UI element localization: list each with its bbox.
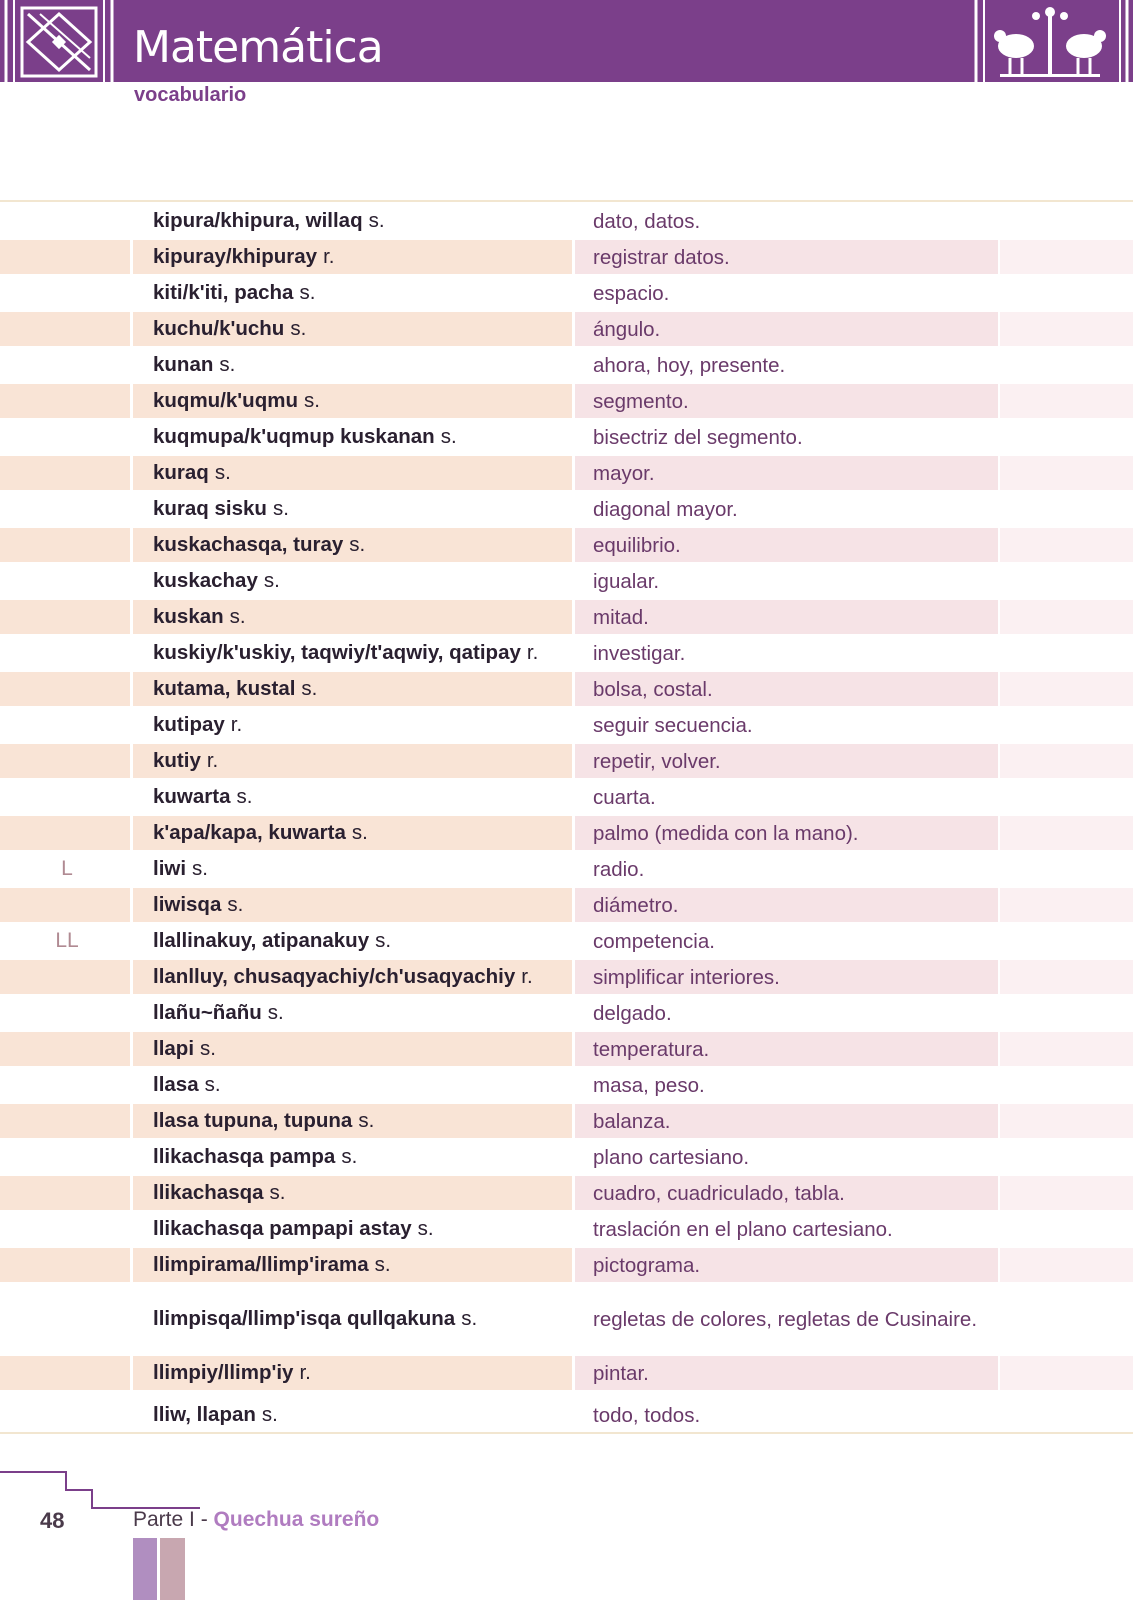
term-cell (153, 347, 573, 383)
definition-cell: todo, todos. (593, 1403, 701, 1427)
definition-cell: dato, datos. (593, 209, 701, 233)
vocabulary-table (0, 203, 1133, 1439)
term-cell (153, 1211, 573, 1247)
index-letter (40, 959, 94, 995)
part-of-speech: s. (341, 1145, 358, 1168)
term-text: kutiy (153, 749, 201, 772)
part-of-speech: r. (323, 245, 335, 268)
index-letter (40, 347, 94, 383)
term-cell (153, 1067, 573, 1103)
page-number: 48 (40, 1508, 65, 1533)
index-letter (40, 563, 94, 599)
definition-cell: pintar. (593, 1361, 649, 1385)
definition-cell: balanza. (593, 1109, 671, 1133)
part-of-speech: r. (299, 1361, 311, 1384)
part-of-speech: s. (261, 1403, 278, 1426)
term-text: kipuray/khipuray (153, 245, 318, 268)
definition-cell: cuadro, cuadriculado, tabla. (593, 1181, 845, 1205)
term-text: kuraq (153, 461, 209, 484)
definition-cell: ángulo. (593, 317, 661, 341)
term-cell (153, 419, 573, 455)
footer-bar-1 (133, 1538, 157, 1600)
table-row (0, 383, 1133, 419)
index-letter (40, 1175, 94, 1211)
table-row (0, 491, 1133, 527)
term-text: kiti/k'iti, pacha (153, 281, 294, 304)
definition-cell: investigar. (593, 641, 686, 665)
part-of-speech: r. (521, 965, 533, 988)
definition-cell: palmo (medida con la mano). (593, 821, 859, 845)
part-of-speech: s. (192, 857, 208, 880)
term-text: llasa (153, 1073, 199, 1096)
term-cell (153, 1283, 573, 1355)
table-row (0, 1103, 1133, 1139)
definition-cell: segmento. (593, 389, 689, 413)
table-row (0, 1283, 1133, 1355)
term-cell (153, 815, 573, 851)
table-row (0, 275, 1133, 311)
index-letter (40, 383, 94, 419)
term-cell (153, 851, 573, 887)
part-of-speech: r. (206, 749, 219, 772)
term-text: kuchu/k'uchu (153, 317, 285, 340)
term-text: liwisqa (153, 893, 222, 916)
term-text: kuskiy/k'uskiy, taqwiy/t'aqwiy, qatipay (153, 641, 521, 664)
term-cell (153, 1031, 573, 1067)
section-subtitle: vocabulario (134, 84, 247, 106)
definition-cell: repetir, volver. (593, 749, 721, 773)
definition-cell: diagonal mayor. (593, 497, 738, 521)
table-row (0, 419, 1133, 455)
part-of-speech: s. (236, 785, 253, 808)
table-row (0, 1175, 1133, 1211)
part-of-speech: s. (351, 821, 368, 844)
table-row (0, 1139, 1133, 1175)
part-of-speech: s. (375, 929, 392, 952)
term-cell (153, 275, 573, 311)
index-letter (40, 203, 94, 239)
part-of-speech: r. (230, 713, 243, 736)
term-text: kuskachay (153, 569, 258, 592)
term-cell (153, 1175, 573, 1211)
table-row (0, 1355, 1133, 1391)
table-row (0, 851, 1133, 887)
term-cell (153, 563, 573, 599)
index-letter (40, 455, 94, 491)
term-text: kuskan (153, 605, 224, 628)
definition-cell: temperatura. (593, 1037, 710, 1061)
table-row (0, 707, 1133, 743)
table-row (0, 815, 1133, 851)
term-cell (153, 959, 573, 995)
term-cell (153, 383, 573, 419)
part-of-speech: s. (204, 1073, 221, 1096)
term-cell (153, 239, 573, 275)
definition-cell: cuarta. (593, 785, 656, 809)
definition-cell: mitad. (593, 605, 649, 629)
table-row (0, 311, 1133, 347)
term-text: llanlluy, chusaqyachiy/ch'usaqyachiy (153, 965, 516, 988)
term-text: llallinakuy, atipanakuy (153, 929, 370, 952)
footer-language: Quechua sureño (213, 1508, 380, 1531)
table-row (0, 203, 1133, 239)
index-letter (40, 635, 94, 671)
index-letter: L (61, 857, 73, 880)
term-text: llimpisqa/llimp'isqa qullqakuna (153, 1307, 456, 1330)
definition-cell: pictograma. (593, 1253, 701, 1277)
part-of-speech: s. (219, 353, 236, 376)
index-letter (40, 1139, 94, 1175)
index-letter (40, 527, 94, 563)
part-of-speech: s. (263, 569, 280, 592)
definition-cell: regletas de colores, regletas de Cusinaire. (593, 1307, 978, 1331)
part-of-speech: s. (290, 317, 307, 340)
index-letter (40, 419, 94, 455)
index-letter (40, 1283, 94, 1355)
table-row (0, 743, 1133, 779)
definition-cell: simplificar interiores. (593, 965, 780, 989)
footer-part-label (133, 1508, 379, 1532)
definition-cell: radio. (593, 857, 645, 881)
part-of-speech: s. (303, 389, 320, 412)
definition-cell: masa, peso. (593, 1073, 705, 1097)
table-row (0, 923, 1133, 959)
table-row (0, 563, 1133, 599)
term-cell (153, 599, 573, 635)
term-cell (153, 923, 573, 959)
part-of-speech: s. (299, 281, 316, 304)
term-text: llikachasqa pampa (153, 1145, 336, 1168)
term-text: llañu~ñañu (153, 1001, 262, 1024)
index-letter (40, 1247, 94, 1283)
index-letter (40, 599, 94, 635)
part-of-speech: s. (461, 1307, 478, 1330)
table-row (0, 239, 1133, 275)
part-of-speech: s. (269, 1181, 286, 1204)
term-cell (153, 635, 573, 671)
term-cell (153, 1103, 573, 1139)
term-text: kunan (153, 353, 214, 376)
term-cell (153, 491, 573, 527)
term-cell (153, 671, 573, 707)
index-letter (40, 275, 94, 311)
definition-cell: bisectriz del segmento. (593, 425, 803, 449)
definition-cell: registrar datos. (593, 245, 730, 269)
term-text: llapi (153, 1037, 195, 1060)
term-text: k'apa/kapa, kuwarta (153, 821, 346, 844)
table-row (0, 779, 1133, 815)
definition-cell: diámetro. (593, 893, 679, 917)
table-row (0, 995, 1133, 1031)
term-cell (153, 743, 573, 779)
part-of-speech: s. (349, 533, 366, 556)
index-letter (40, 1103, 94, 1139)
index-letter (40, 887, 94, 923)
table-row (0, 527, 1133, 563)
index-letter (40, 815, 94, 851)
term-text: llikachasqa (153, 1181, 264, 1204)
table-row (0, 455, 1133, 491)
index-letter (40, 311, 94, 347)
table-row (0, 599, 1133, 635)
term-cell (153, 311, 573, 347)
table-row (0, 1211, 1133, 1247)
term-text: llimpirama/llimp'irama (153, 1253, 369, 1276)
term-text: kuskachasqa, turay (153, 533, 344, 556)
part-of-speech: s. (440, 425, 457, 448)
index-letter (40, 743, 94, 779)
part-of-speech: s. (374, 1253, 391, 1276)
term-text: kipura/khipura, willaq (153, 209, 363, 232)
term-cell (153, 527, 573, 563)
index-letter (40, 995, 94, 1031)
index-letter (40, 779, 94, 815)
table-row (0, 347, 1133, 383)
definition-cell: espacio. (593, 281, 670, 305)
birds-tree-icon (970, 0, 1133, 82)
term-text: kuraq sisku (153, 497, 267, 520)
index-letter: LL (55, 929, 79, 952)
index-letter (40, 239, 94, 275)
index-letter (40, 1355, 94, 1391)
part-of-speech: s. (368, 209, 385, 232)
table-row (0, 1247, 1133, 1283)
term-text: kuwarta (153, 785, 231, 808)
term-cell (153, 995, 573, 1031)
table-row (0, 887, 1133, 923)
definition-cell: plano cartesiano. (593, 1145, 750, 1169)
term-cell (153, 203, 573, 239)
definition-cell: seguir secuencia. (593, 713, 753, 737)
header-band (0, 0, 1133, 82)
term-cell (153, 1247, 573, 1283)
term-cell (153, 707, 573, 743)
term-cell (153, 1355, 573, 1391)
term-text: llikachasqa pampapi astay (153, 1217, 412, 1240)
woven-geometric-icon (0, 0, 120, 82)
footer-bar-2 (160, 1538, 185, 1600)
index-letter (40, 707, 94, 743)
part-of-speech: s. (214, 461, 231, 484)
definition-cell: delgado. (593, 1001, 672, 1025)
index-letter (40, 1211, 94, 1247)
part-of-speech: s. (417, 1217, 434, 1240)
definition-cell: ahora, hoy, presente. (593, 353, 786, 377)
index-letter (40, 1067, 94, 1103)
index-letter (40, 491, 94, 527)
part-of-speech: r. (526, 641, 539, 664)
term-text: kutama, kustal (153, 677, 296, 700)
definition-cell: igualar. (593, 569, 660, 593)
index-letter (40, 1031, 94, 1067)
definition-cell: competencia. (593, 929, 715, 953)
part-of-speech: s. (227, 893, 244, 916)
definition-cell: equilibrio. (593, 533, 681, 557)
table-row (0, 1067, 1133, 1103)
part-of-speech: s. (358, 1109, 375, 1132)
part-of-speech: s. (229, 605, 246, 628)
definition-cell: traslación en el plano cartesiano. (593, 1217, 893, 1241)
part-of-speech: s. (200, 1037, 216, 1060)
term-cell (153, 455, 573, 491)
index-letter (40, 671, 94, 707)
term-text: liwi (153, 857, 187, 880)
page-title: Matemática (133, 22, 383, 73)
part-of-speech: s. (267, 1001, 284, 1024)
term-cell (153, 887, 573, 923)
table-row (0, 671, 1133, 707)
table-row (0, 635, 1133, 671)
table-row (0, 1031, 1133, 1067)
table-row (0, 959, 1133, 995)
term-text: kuqmupa/k'uqmup kuskanan (153, 425, 435, 448)
table-bottom-rule (0, 1432, 1133, 1434)
term-text: lliw, llapan (153, 1403, 256, 1426)
term-text: llimpiy/llimp'iy (153, 1361, 294, 1384)
term-text: llasa tupuna, tupuna (153, 1109, 353, 1132)
table-top-rule (0, 200, 1133, 202)
definition-cell: mayor. (593, 461, 655, 485)
term-cell (153, 1139, 573, 1175)
part-of-speech: s. (272, 497, 289, 520)
part-of-speech: s. (301, 677, 318, 700)
footer-part: Parte I - (133, 1508, 214, 1531)
term-text: kuqmu/k'uqmu (153, 389, 298, 412)
term-text: kutipay (153, 713, 225, 736)
term-cell (153, 779, 573, 815)
definition-cell: bolsa, costal. (593, 677, 713, 701)
